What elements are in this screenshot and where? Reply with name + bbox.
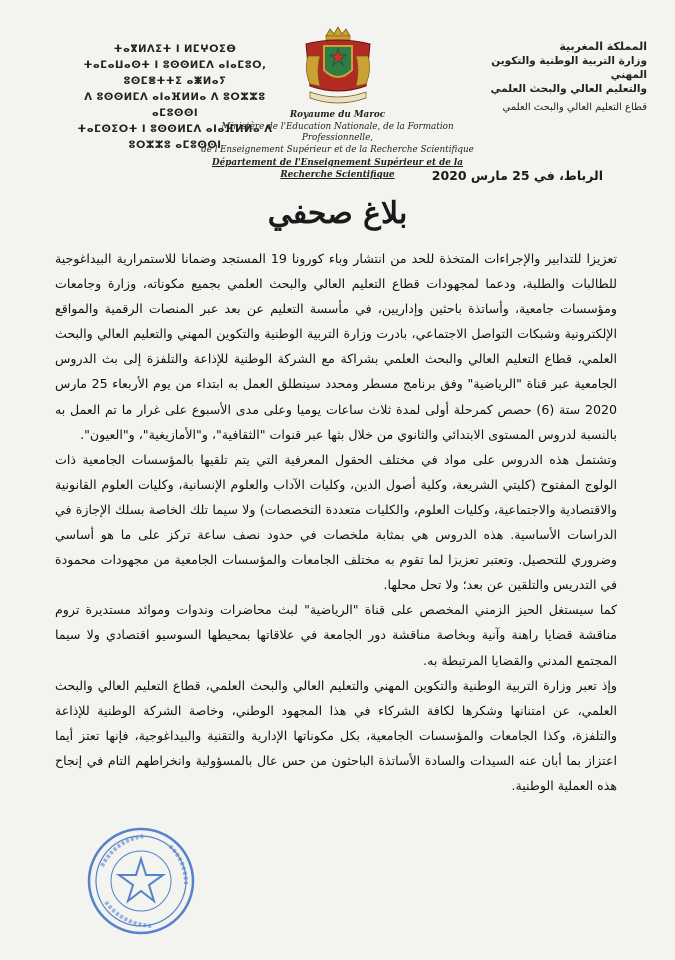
document-date: الرباط، في 25 مارس 2020 [431,168,603,183]
body-paragraph: وإذ تعبر وزارة التربية الوطنية والتكوين المهني والتعليم العالي والبحث العلمي، قطاع التعليم العالي والبحث العلمي، عن امتنانها وشكرها لكافة الشركاء في هذا المجهود الوطني، وخاصة الشركة الوطنية للإذاعة والتلفزة، وكذا الجامعات والمؤسسات الجامعية، بكل مكوناتها الإدارية والتقنية والبيداغوجية، فإنها تعتز أيما اعتزاز بما أبان عنه السيدات والسادة الأساتذة الباحثون من حس عال بالمسؤولية وانخراطهم التام في إنجاح هذه العملية الوطنية. [55,677,617,793]
french-kingdom-name: Royaume du Maroc [289,110,386,120]
press-release-body [55,246,617,798]
arabic-ministry-header [457,40,647,115]
arabic-header-line: المملكة المغربية [559,40,647,53]
document-title: بلاغ صحفي [267,196,408,231]
french-ministry-line: de l'Enseignement Supérieur et de la Recherche Scientifique [201,144,474,155]
amazigh-header-line: ⴷ ⵓⵙⵙⵍⵎⴷ ⴰⵏⴰⴼⵍⵍⴰ ⴷ ⵓⵔⵣⵣⵓ ⴰⵎⵓⵙⵙⵏ [84,92,266,119]
arabic-header-line: وزارة التربية الوطنية والتكوين المهني [491,55,647,81]
amazigh-header-line: ⵜⴰⵎⴰⵡⴰⵙⵜ ⵏ ⵓⵙⵙⵍⵎⴷ ⴰⵏⴰⵎⵓⵔ, ⵓⵙⵎⴻⵜⵜⵉ ⴰⵥⵍⴰⵢ [83,60,267,87]
official-stamp [86,826,196,936]
arabic-header-line: والتعليم العالي والبحث العلمي [490,83,647,95]
french-ministry-line: Ministère de l'Education Nationale, de la Formation Professionnelle, [221,121,454,143]
coat-of-arms-emblem [300,26,376,108]
body-paragraph: كما سيستغل الحيز الزمني المخصص على قناة "الرياضية" لبث محاضرات وندوات وموائد مستديرة تروم مناقشة قضايا راهنة وآنية وبخاصة مناقشة دور الجامعة في علاقاتها بمحيطها السوسيو اقتصادي ولا سيما المجتمع المدني والقضايا المرتبطة به. [55,602,617,668]
arabic-header-department: قطاع التعليم العالي والبحث العلمي [502,102,647,113]
amazigh-header-line: ⵜⴰⴳⵍⴷⵉⵜ ⵏ ⵍⵎⵖⵔⵉⴱ [113,44,237,55]
body-paragraph: تعزيزا للتدابير والإجراءات المتخذة للحد من انتشار وباء كورونا 19 المستجد وضمانا للاستمرارية البيداغوجية للطالبات والطلبة، ودعما لمجهودات قطاع التعليم العالي والبحث العلمي بجميع مكوناته، وزارة وجامعات ومؤسسات جامعية، وأساتذة باحثين وإداريين، في مأسسة التعليم عن بعد عبر المنصات الرقمية والمواقع الإلكترونية وشبكات التواصل الاجتماعي، بادرت وزارة التربية الوطنية والتكوين المهني والتعليم العالي والبحث العلمي، قطاع التعليم العالي والبحث العلمي بشراكة مع الشركة الوطنية للإذاعة والتلفزة إلى بث الدروس الجامعية عبر قناة "الرياضية" وفق برنامج مسطر ومحدد سينطلق العمل به ابتداء من يوم الأربعاء 25 مارس 2020 ستة (6) حصص كمرحلة أولى لمدة ثلاث ساعات يوميا وعلى مدى الأسبوع على غرار ما تم العمل به بالنسبة لدروس المستوى الابتدائي والثانوي من خلال بثها عبر قنوات "الثقافية"، و"الأمازيغية"، و"العيون". [55,251,617,442]
body-paragraph: وتشتمل هذه الدروس على مواد في مختلف الحقول المعرفية التي يتم تلقيها بالمؤسسات الجامعية ذات الولوج المفتوح (كليتي الشريعة، وكلية أصول الدين، وكليات الآداب والعلوم الإنسانية، وكليات العلوم القانونية والاقتصادية والاجتماعية، وكليات العلوم، والكليات متعددة التخصصات) ولا سيما تلك الخاصة بسلك الإجازة في الدراسات الأساسية. هذه الدروس هي بمثابة ملخصات في حدود نصف ساعة تركز على ما هو أساسي وضروري للتحصيل. وتعتبر تعزيزا لما تقوم به مختلف الجامعات والمؤسسات الجامعية من مجهودات محمودة في التدريس والتلقين عن بعد؛ ولا تحل محلها. [55,451,617,593]
amazigh-header-line: ⵜⴰⵎⵙⵉⵔⵜ ⵏ ⵓⵙⵙⵍⵎⴷ ⴰⵏⴰⴼⵍⵍⴰ ⴷ ⵓⵔⵣⵣⵓ ⴰⵎⵓⵙⵙⵏ [77,124,273,151]
french-department-line: Département de l'Enseignement Supérieur et de la Recherche Scientifique [212,158,463,180]
